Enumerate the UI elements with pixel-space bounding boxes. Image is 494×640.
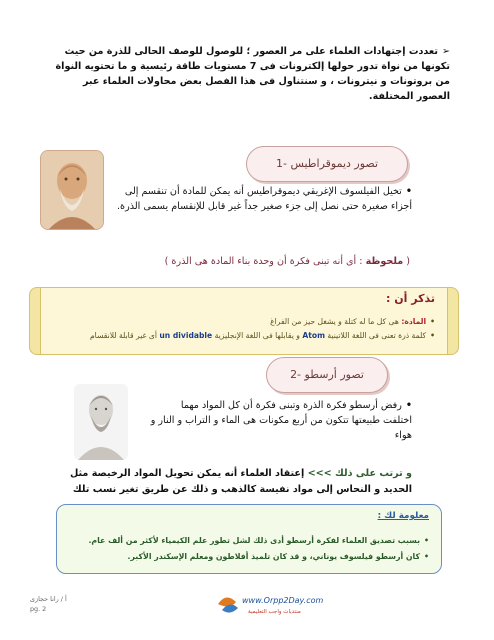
section2-paragraph (150, 398, 412, 443)
remember-line2-pre: كلمة ذرة تعنى فى اللغة اللاتينية (327, 331, 427, 340)
remember-line1-text: هى كل ما له كتلة و يشغل حيز من الفراغ (270, 317, 399, 326)
scroll-fold-right (447, 287, 459, 355)
section2-title-cloud (266, 357, 388, 393)
section1-text: تخيل الفيلسوف الإغريقي ديموقراطيس أنه يمكن للمادة أن تنقسم إلى أجزاء صغيرة حتى نصل إلى جزء صغير جداً غير قابل للإنقسام يسمى الذرة. (117, 186, 412, 212)
democritus-portrait (40, 150, 104, 230)
bullet-dot-icon: • (430, 317, 435, 326)
bullet-dot-icon: • (424, 552, 429, 561)
footer-author-block (30, 594, 67, 614)
scroll-fold-left (29, 287, 41, 355)
intro-paragraph (50, 44, 450, 104)
remember-line1-label: المادة: (401, 317, 427, 326)
remember-line2-mid: و يقابلها فى اللغة الإنجليزية (214, 331, 300, 340)
info-line-2 (69, 551, 429, 562)
section1-paragraph (116, 184, 412, 214)
arrow-bullet-icon: ➢ (441, 46, 450, 57)
conclusion-text: إعتقاد العلماء أنه يمكن تحويل المواد الرخيصة مثل الحديد و النحاس إلى مواد نفيسة كالذهب و ذلك عن طريق تغير نسب تلك (69, 468, 412, 495)
note-label: ملحوظة (365, 256, 404, 267)
section1-title-cloud (246, 146, 408, 182)
remember-atom-word: Atom (302, 331, 325, 340)
info-line-1 (69, 535, 429, 546)
remember-line2-post: أى غير قابلة للانقسام (89, 331, 157, 340)
conclusion-paragraph (56, 466, 412, 498)
site-url: www.Orpp2Day.com (242, 596, 324, 605)
remember-line-2 (55, 330, 435, 341)
bullet-dot-icon: • (424, 536, 429, 545)
bullet-dot-icon: • (430, 331, 435, 340)
info-line2-text: كان أرسطو فيلسوف يوناني، و قد كان تلميذ أفلاطون ومعلم الإسكندر الأكبر. (127, 552, 421, 561)
site-logo-icon (216, 590, 326, 618)
remember-line-1 (55, 316, 435, 327)
footer-author: أ / رانا حجازى (30, 595, 67, 603)
note-text: : أى أنه تبنى فكرة أن وحدة بناء المادة هى الذرة (171, 256, 363, 267)
site-subtitle: منتديات واجب التعليمية (248, 609, 301, 615)
bullet-dot-icon: • (405, 186, 412, 197)
remember-title: تذكر أن : (386, 292, 435, 305)
info-title: معلومة لك : (377, 511, 429, 521)
aristotle-portrait (74, 384, 128, 460)
site-logo (216, 590, 326, 618)
bullet-dot-icon: • (405, 400, 412, 411)
note-line: ( ملحوظة : أى أنه تبنى فكرة أن وحدة بناء المادة هى الذرة ) (164, 256, 410, 267)
section2-title: 2- تصور أرسطو (290, 368, 364, 381)
section2-text: رفض أرسطو فكرة الذرة وتبنى فكرة أن كل المواد مهما اختلفت طبيعتها تتكون من أربع مكونات هى الماء و التراب و النار و هواء (150, 400, 412, 441)
democritus-portrait-icon (41, 151, 103, 229)
section1-title: 1- تصور ديموقراطيس (275, 157, 379, 170)
aristotle-bust-icon (74, 384, 128, 460)
conclusion-lead: و ترتب على ذلك >>> (307, 468, 412, 479)
intro-text: تعددت إجتهادات العلماء على مر العصور ؛ للوصول للوصف الحالى للذرة من حيث تكونها من نواة تدور حولها إلكترونات فى 7 مستويات طاقة رئيسية و ما تحتويه النواة من بروتونات و نيترونات ، و سنتناول فى هذا الفصل بعض محاولات العلماء عبر العصور المختلفة. (55, 46, 450, 102)
info-line1-text: بسبب تصديق العلماء لفكرة أرسطو أدى ذلك لشل تطور علم الكيمياء لأكثر من ألف عام. (88, 536, 421, 545)
info-box (56, 504, 442, 574)
remember-box (38, 287, 450, 355)
remember-undividable-word: un dividable (159, 331, 213, 340)
footer-page-number: pg. 2 (30, 605, 47, 613)
